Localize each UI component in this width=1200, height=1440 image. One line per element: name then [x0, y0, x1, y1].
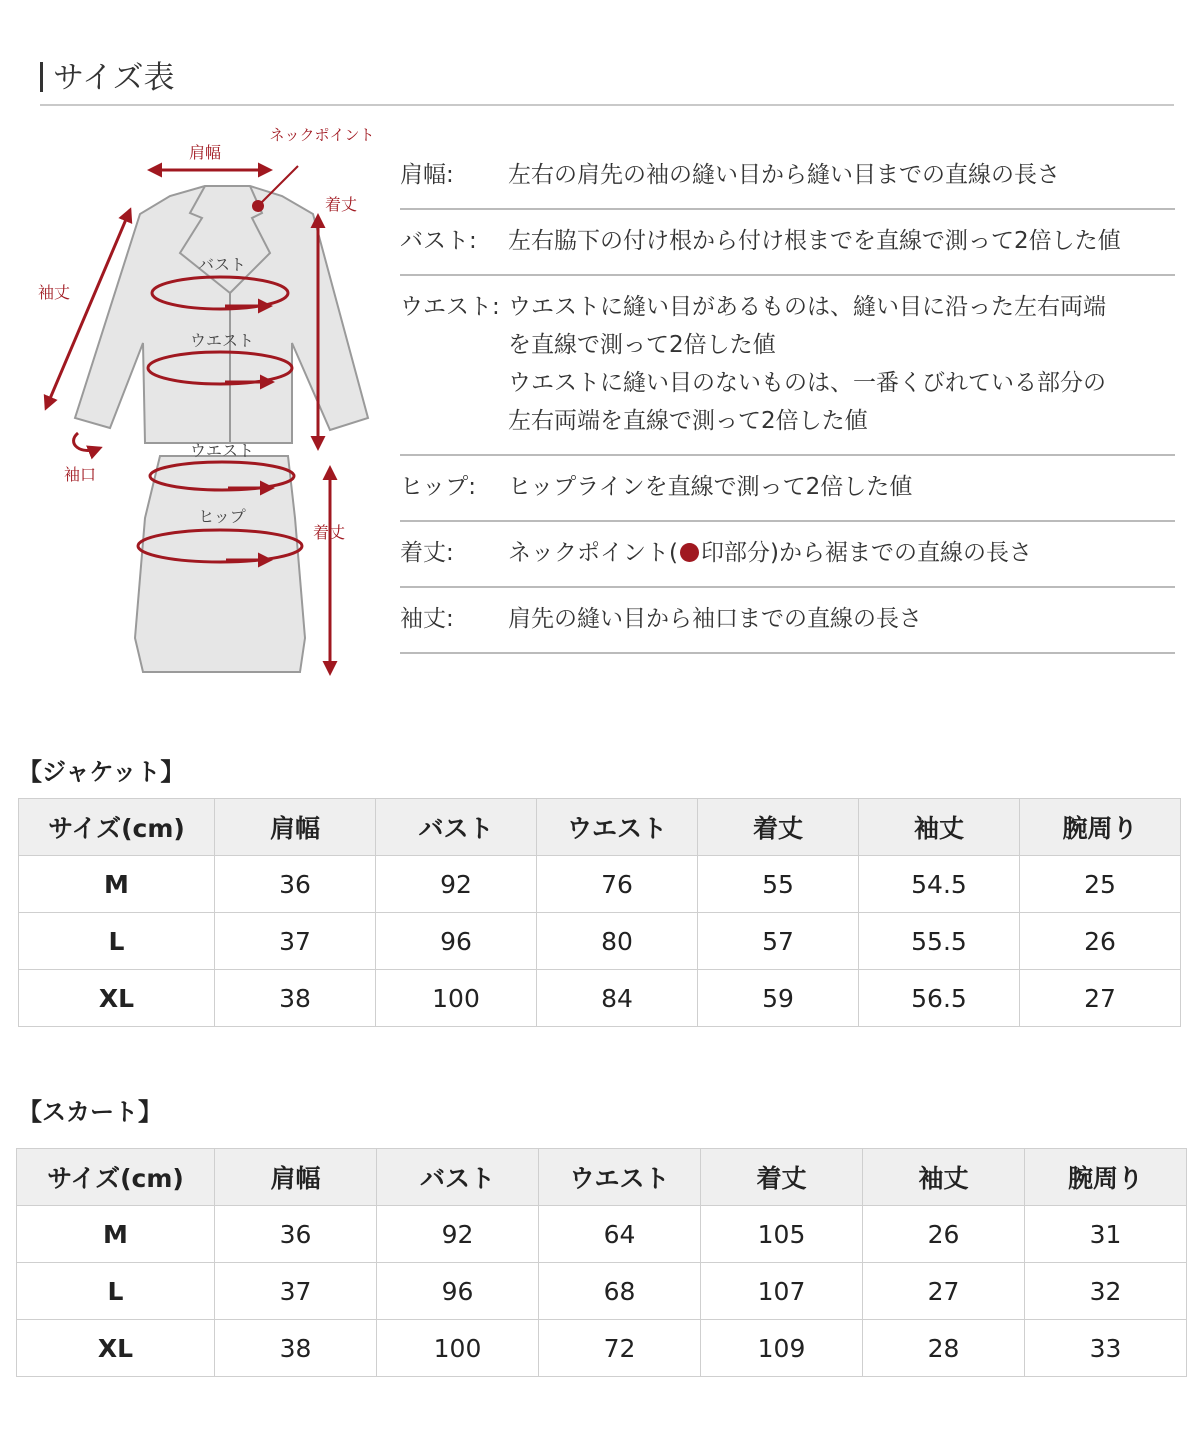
- table-cell: XL: [19, 970, 215, 1027]
- table-cell: L: [19, 913, 215, 970]
- definition-line: 左右両端を直線で測って2倍した値: [508, 408, 868, 434]
- table-cell: 76: [537, 856, 698, 913]
- definition-sleeve: [400, 588, 1175, 654]
- table-cell: 96: [377, 1263, 539, 1320]
- table-cell: M: [19, 856, 215, 913]
- jacket-shape: [75, 186, 368, 443]
- table-cell: 57: [698, 913, 859, 970]
- table-row: [19, 970, 1181, 1027]
- table-cell: 32: [1025, 1263, 1187, 1320]
- header-length: 着丈: [701, 1149, 863, 1206]
- table-cell: 28: [863, 1320, 1025, 1377]
- table-cell: 72: [539, 1320, 701, 1377]
- table-row: [17, 1206, 1187, 1263]
- definition-hip: [400, 456, 1175, 522]
- definition-description: [508, 600, 1175, 638]
- table-cell: 38: [215, 1320, 377, 1377]
- definition-line: ウエストに縫い目があるものは、縫い目に沿った左右両端: [508, 294, 1106, 320]
- definition-bust: [400, 210, 1175, 276]
- definition-text-pre: ネックポイント(: [508, 540, 678, 566]
- definition-description: [508, 534, 1175, 572]
- definition-text-post: 印部分)から裾までの直線の長さ: [700, 540, 1032, 566]
- skirt-section-label: 【スカート】: [18, 1098, 162, 1126]
- header-waist: ウエスト: [537, 799, 698, 856]
- definition-term: バスト:: [400, 228, 477, 254]
- table-cell: 100: [376, 970, 537, 1027]
- skirt-size-table: [16, 1148, 1187, 1377]
- table-row: [19, 856, 1181, 913]
- title-bar: [40, 62, 43, 92]
- table-cell: 84: [537, 970, 698, 1027]
- table-cell: 59: [698, 970, 859, 1027]
- definition-length: [400, 522, 1175, 588]
- header-size: サイズ(cm): [17, 1149, 215, 1206]
- label-shoulder: 肩幅: [188, 143, 222, 162]
- header-bust: バスト: [376, 799, 537, 856]
- jacket-section-label: 【ジャケット】: [18, 758, 185, 786]
- table-header-row: [19, 799, 1181, 856]
- table-cell: 92: [376, 856, 537, 913]
- header-sleeve: 袖丈: [863, 1149, 1025, 1206]
- label-sleeve: 袖丈: [38, 283, 71, 302]
- table-cell: 26: [863, 1206, 1025, 1263]
- table-cell: 27: [863, 1263, 1025, 1320]
- definition-term: 着丈:: [400, 540, 454, 566]
- header-bust: バスト: [377, 1149, 539, 1206]
- table-cell: 68: [539, 1263, 701, 1320]
- table-cell: 27: [1020, 970, 1181, 1027]
- label-hip: ヒップ: [198, 507, 246, 526]
- header-arm: 腕周り: [1020, 799, 1181, 856]
- definition-line: 肩先の縫い目から袖口までの直線の長さ: [508, 606, 922, 632]
- page-title: [40, 52, 175, 97]
- definition-waist: [400, 276, 1175, 456]
- label-cuff: 袖口: [64, 465, 97, 484]
- table-cell: 96: [376, 913, 537, 970]
- definition-term: 肩幅:: [400, 162, 454, 188]
- header-shoulder: 肩幅: [215, 1149, 377, 1206]
- title-divider: [40, 104, 1174, 106]
- table-cell: 37: [215, 1263, 377, 1320]
- table-cell: 64: [539, 1206, 701, 1263]
- table-cell: 36: [215, 1206, 377, 1263]
- table-cell: 55.5: [859, 913, 1020, 970]
- definition-description: [508, 156, 1175, 194]
- table-cell: 36: [215, 856, 376, 913]
- definition-term: ヒップ:: [400, 474, 477, 500]
- table-cell: 80: [537, 913, 698, 970]
- table-cell: 38: [215, 970, 376, 1027]
- table-row: [17, 1263, 1187, 1320]
- definition-line: 左右脇下の付け根から付け根までを直線で測って2倍した値: [508, 228, 1121, 254]
- table-cell: 100: [377, 1320, 539, 1377]
- table-cell: M: [17, 1206, 215, 1263]
- jacket-size-table: [18, 798, 1181, 1027]
- table-cell: 25: [1020, 856, 1181, 913]
- table-header-row: [17, 1149, 1187, 1206]
- definition-line: ウエストに縫い目のないものは、一番くびれている部分の: [508, 370, 1106, 396]
- table-row: [19, 913, 1181, 970]
- definition-term: ウエスト:: [400, 294, 500, 320]
- table-cell: 26: [1020, 913, 1181, 970]
- label-length-skirt: 着丈: [313, 523, 346, 542]
- table-cell: XL: [17, 1320, 215, 1377]
- table-cell: 37: [215, 913, 376, 970]
- table-cell: 54.5: [859, 856, 1020, 913]
- label-length-top: 着丈: [325, 195, 358, 214]
- label-waist-skirt: ウエスト: [189, 441, 255, 460]
- neck-point-dot-icon: [680, 543, 699, 562]
- table-cell: 92: [377, 1206, 539, 1263]
- definition-line: ヒップラインを直線で測って2倍した値: [508, 474, 913, 500]
- table-cell: 56.5: [859, 970, 1020, 1027]
- label-neck-point: ネックポイント: [269, 126, 375, 144]
- header-size: サイズ(cm): [19, 799, 215, 856]
- header-length: 着丈: [698, 799, 859, 856]
- header-waist: ウエスト: [539, 1149, 701, 1206]
- measurement-definitions: [400, 144, 1175, 654]
- definition-description: [508, 288, 1175, 440]
- table-cell: 105: [701, 1206, 863, 1263]
- page-title-text: サイズ表: [53, 60, 175, 96]
- label-bust: バスト: [197, 255, 247, 274]
- skirt-shape: [135, 456, 305, 672]
- label-waist-top: ウエスト: [189, 331, 255, 350]
- table-row: [17, 1320, 1187, 1377]
- table-cell: 31: [1025, 1206, 1187, 1263]
- header-sleeve: 袖丈: [859, 799, 1020, 856]
- header-shoulder: 肩幅: [215, 799, 376, 856]
- table-cell: 109: [701, 1320, 863, 1377]
- definition-line: 左右の肩先の袖の縫い目から縫い目までの直線の長さ: [508, 162, 1060, 188]
- header-arm: 腕周り: [1025, 1149, 1187, 1206]
- table-cell: L: [17, 1263, 215, 1320]
- definition-shoulder: [400, 144, 1175, 210]
- table-cell: 33: [1025, 1320, 1187, 1377]
- definition-line: を直線で測って2倍した値: [508, 332, 776, 358]
- definition-description: [508, 468, 1175, 506]
- definition-term: 袖丈:: [400, 606, 454, 632]
- table-cell: 107: [701, 1263, 863, 1320]
- definition-description: [508, 222, 1175, 260]
- measurement-diagram: [30, 118, 390, 693]
- table-cell: 55: [698, 856, 859, 913]
